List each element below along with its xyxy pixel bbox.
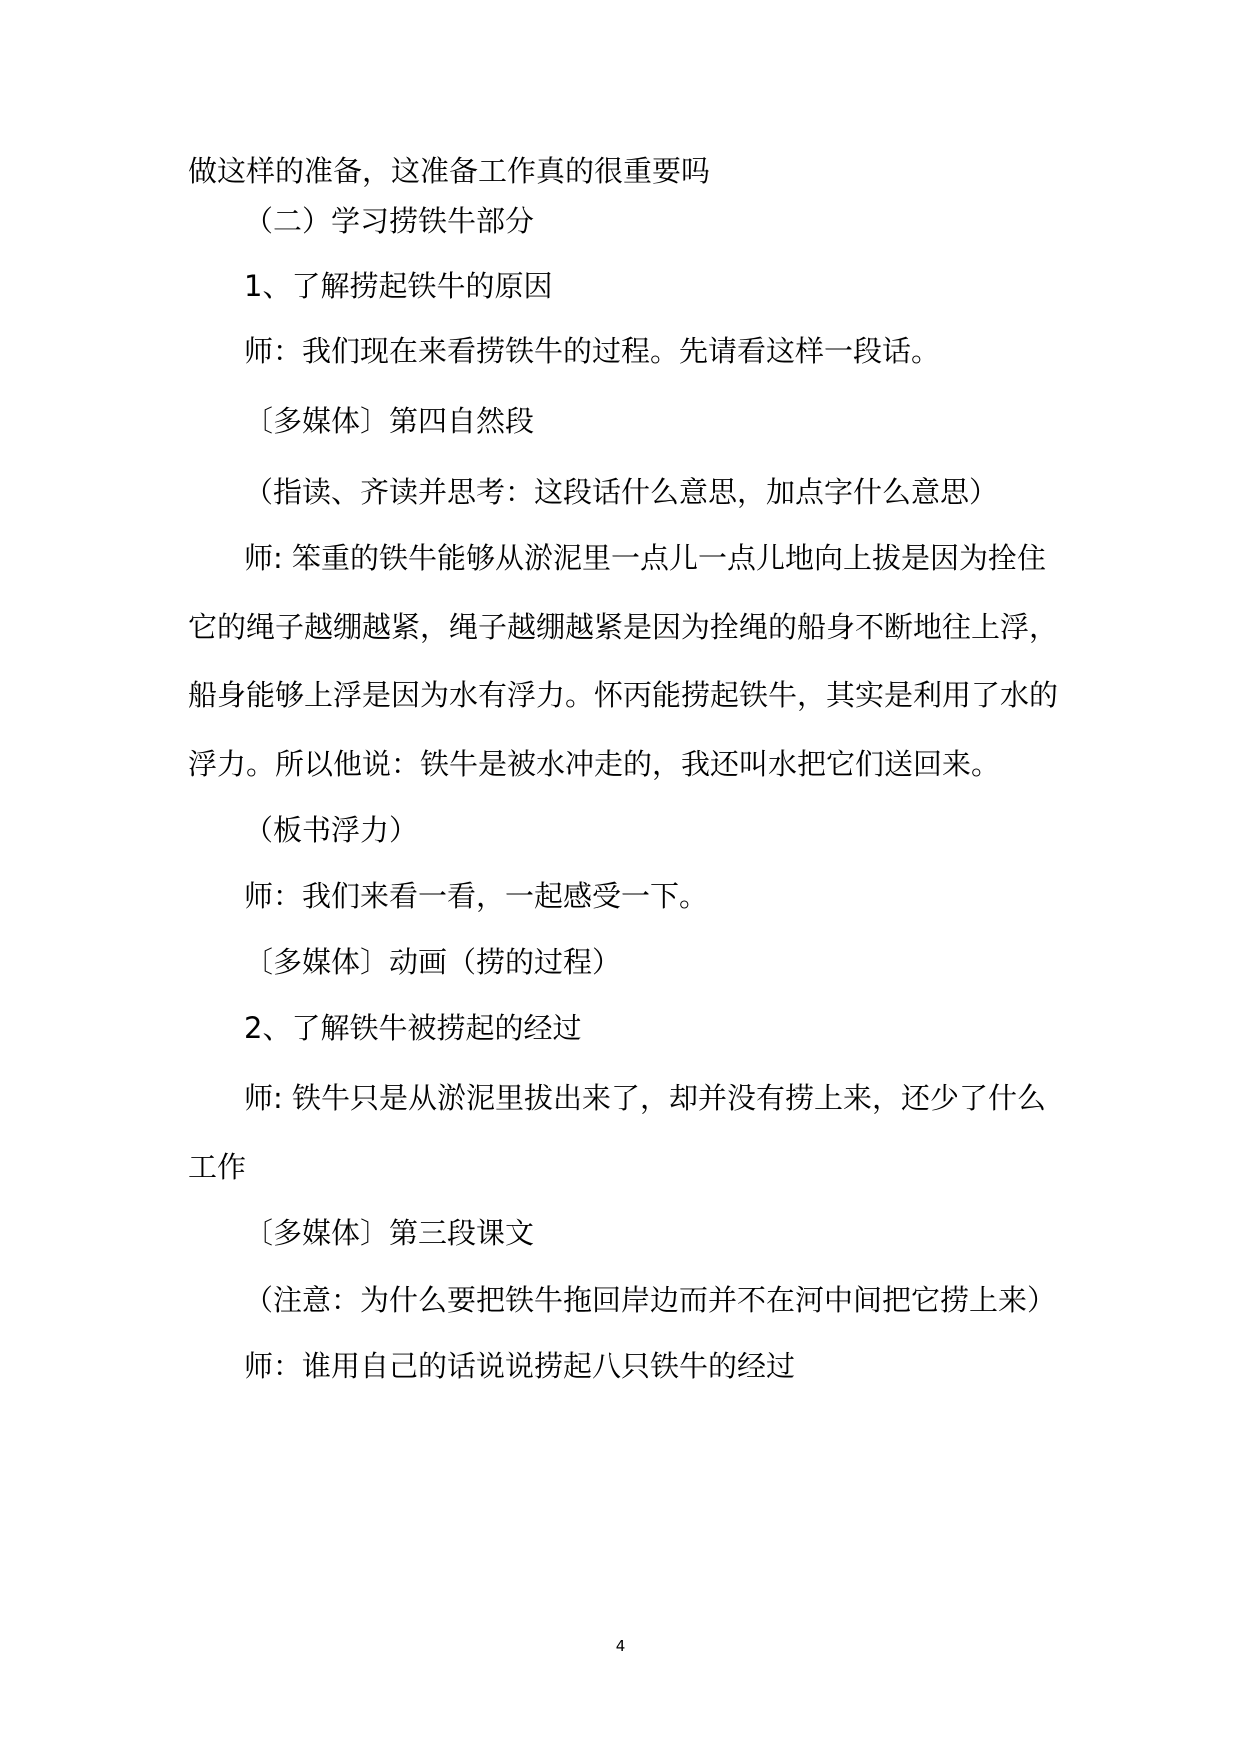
section-heading: （二）学习捞铁牛部分: [244, 204, 535, 238]
subsection-heading-1: 1、了解捞起铁牛的原因: [244, 269, 553, 303]
page-number: 4: [615, 1637, 626, 1655]
text-line-7: 师: 笨重的铁牛能够从淤泥里一点儿一点儿地向上拔是因为拴住: [244, 541, 1046, 575]
text-line-10: 浮力。所以他说：铁牛是被水冲走的，我还叫水把它们送回来。: [188, 747, 1001, 781]
subsection-heading-2: 2、了解铁牛被捞起的经过: [244, 1011, 582, 1045]
text-line-16: 工作: [188, 1150, 247, 1184]
text-line-12: 师：我们来看一看，一起感受一下。: [244, 879, 709, 913]
text-line-17: 〔多媒体〕第三段课文: [244, 1216, 535, 1250]
text-line-19: 师：谁用自己的话说说捞起八只铁牛的经过: [244, 1349, 796, 1383]
text-line-6: （指读、齐读并思考：这段话什么意思，加点字什么意思）: [244, 475, 999, 509]
text-line-8: 它的绳子越绷越紧，绳子越绷越紧是因为拴绳的船身不断地往上浮，: [188, 610, 1059, 644]
text-line-18: （注意：为什么要把铁牛拖回岸边而并不在河中间把它捞上来）: [244, 1283, 1057, 1317]
text-line-13: 〔多媒体〕动画（捞的过程）: [244, 945, 622, 979]
text-line-11: （板书浮力）: [244, 813, 419, 847]
text-line-9: 船身能够上浮是因为水有浮力。怀丙能捞起铁牛，其实是利用了水的: [188, 678, 1059, 712]
text-line-1: 做这样的准备，这准备工作真的很重要吗: [188, 154, 711, 188]
text-line-15: 师: 铁牛只是从淤泥里拔出来了，却并没有捞上来，还少了什么: [244, 1081, 1046, 1115]
text-line-4: 师：我们现在来看捞铁牛的过程。先请看这样一段话。: [244, 334, 941, 368]
text-line-5: 〔多媒体〕第四自然段: [244, 404, 535, 438]
